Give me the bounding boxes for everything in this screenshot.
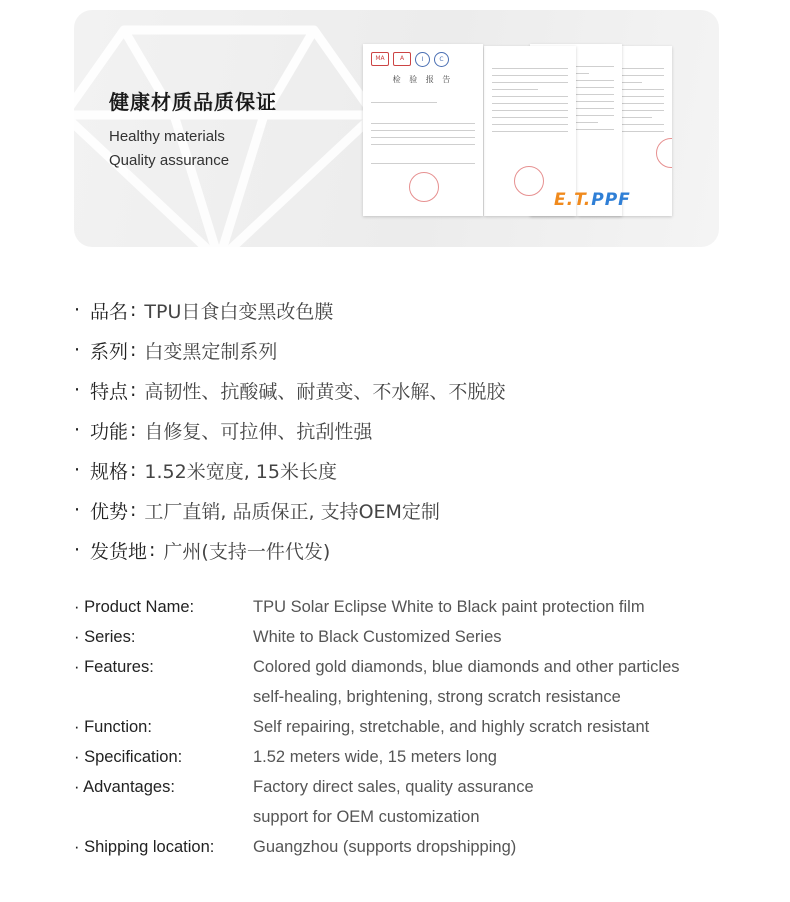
spec-row-en (74, 742, 680, 772)
spec-list-chinese (74, 290, 505, 570)
spec-row-cn: · 特点 : 高韧性、抗酸碱、耐黄变、不水解、不脱胶 (74, 379, 506, 403)
spec-value: Colored gold diamonds, blue diamonds and other particles (253, 658, 680, 676)
banner-subtitle-1: Healthy materials (109, 128, 225, 145)
spec-value: 1.52 meters wide, 15 meters long (253, 748, 497, 766)
spec-label: · Shipping location: (74, 838, 215, 856)
ilac-logo-icon: I (415, 52, 430, 67)
spec-label: · Product Name: (74, 598, 195, 616)
spec-value: White to Black Customized Series (253, 628, 502, 646)
cma-logo-icon: MA (371, 52, 389, 66)
spec-label: · Specification: (74, 748, 183, 766)
report-page-cover (363, 44, 483, 216)
spec-row-cn: · 功能 : 自修复、可拉伸、抗刮性强 (74, 419, 373, 443)
spec-label: · Series: (74, 628, 136, 646)
cal-logo-icon: A (393, 52, 411, 66)
spec-row-en (74, 652, 680, 712)
inspection-stamp-icon (656, 138, 672, 168)
spec-value: TPU Solar Eclipse White to Black paint protection film (253, 598, 645, 616)
spec-label: · Advantages: (74, 778, 175, 796)
spec-value: support for OEM customization (253, 808, 480, 826)
spec-label: · Features: (74, 658, 154, 676)
report-title: 检 验 报 告 (392, 75, 454, 84)
spec-row-cn: · 系列 : 白变黑定制系列 (74, 339, 278, 363)
inspection-stamp-icon (514, 166, 544, 196)
spec-value: Factory direct sales, quality assurance (253, 778, 534, 796)
spec-row-cn: · 发货地 : 广州(支持一件代发) (74, 539, 331, 563)
spec-row-en (74, 622, 680, 652)
spec-row-en (74, 712, 680, 742)
quality-banner (74, 10, 719, 247)
etppf-logo: E.T.PPF (554, 190, 631, 210)
spec-value: self-healing, brightening, strong scratch resistance (253, 688, 621, 706)
spec-row-cn: · 优势 : 工厂直销, 品质保正, 支持OEM定制 (74, 499, 440, 523)
spec-value: Self repairing, stretchable, and highly scratch resistant (253, 718, 650, 736)
banner-subtitle-2: Quality assurance (109, 152, 230, 169)
banner-title: 健康材质品质保证 (109, 90, 277, 114)
spec-row-cn: · 品名 : TPU日食白变黑改色膜 (74, 299, 334, 323)
inspection-stamp-icon (409, 172, 439, 202)
spec-row-en (74, 772, 680, 832)
spec-value: Guangzhou (supports dropshipping) (253, 838, 517, 856)
cnas-logo-icon: C (434, 52, 449, 67)
spec-row-en (74, 592, 680, 622)
spec-list-english (74, 592, 680, 862)
spec-row-cn: · 规格 : 1.52米宽度, 15米长度 (74, 459, 337, 483)
spec-row-en (74, 832, 680, 862)
spec-label: · Function: (74, 718, 152, 736)
